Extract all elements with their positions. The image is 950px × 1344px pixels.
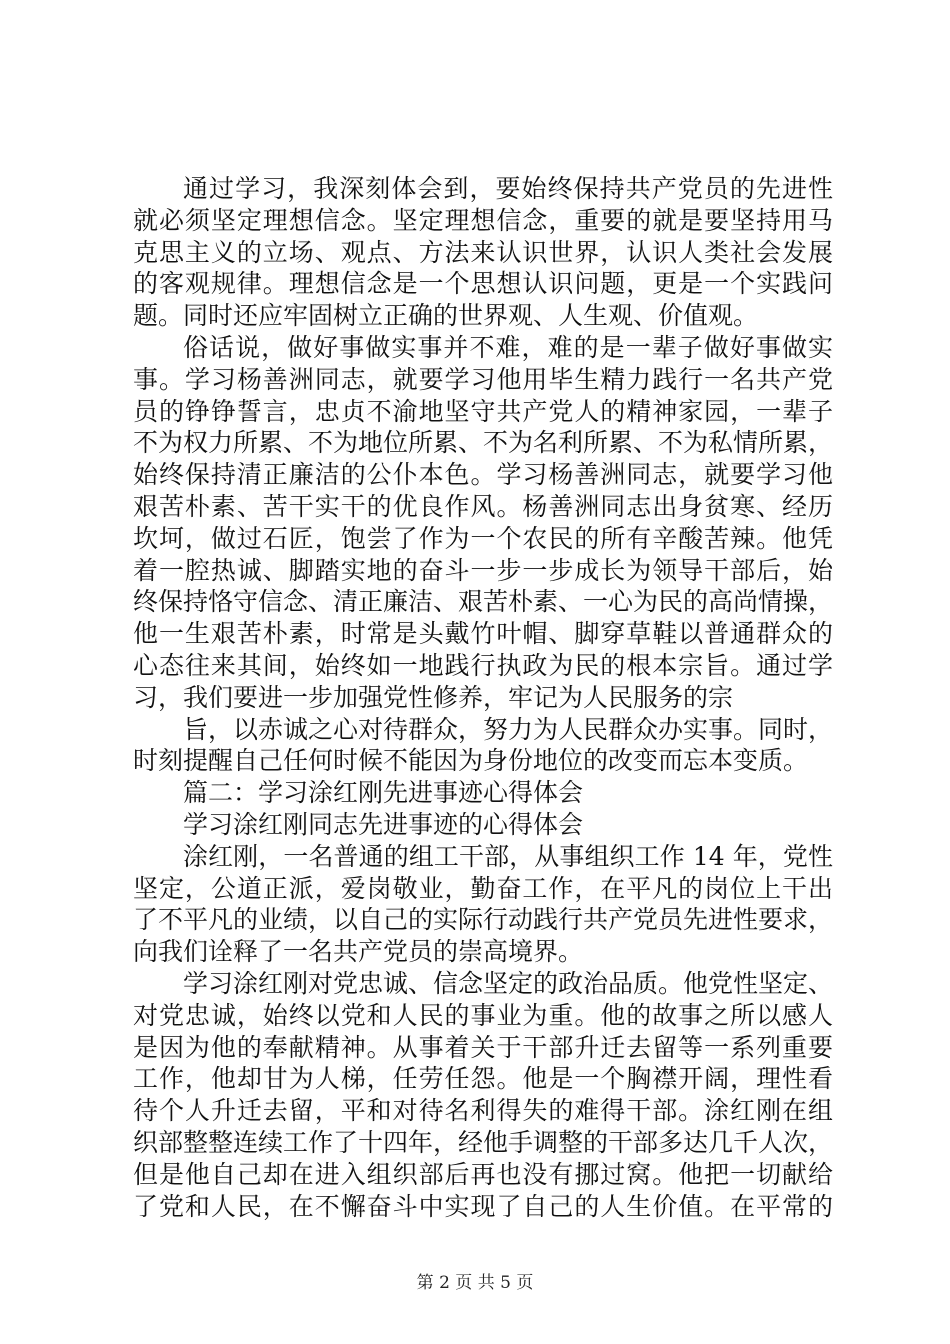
paragraph-line: 时刻提醒自己任何时候不能因为身份地位的改变而忘本变质。 (133, 746, 809, 776)
paragraph-line: 员的铮铮誓言，忠贞不渝地坚守共产党人的精神家园，一辈子 (133, 396, 833, 426)
article-title: 学习涂红刚同志先进事迹的心得体会 (183, 809, 584, 839)
paragraph-line: 的客观规律。理想信念是一个思想认识问题，更是一个实践问 (133, 269, 833, 299)
paragraph-line: 通过学习，我深刻体会到，要始终保持共产党员的先进性 (183, 174, 833, 203)
paragraph-line: 就必须坚定理想信念。坚定理想信念，重要的就是要坚持用马 (133, 205, 833, 235)
paragraph-line: 涂红刚，一名普通的组工干部，从事组织工作 14 年，党性 (183, 841, 833, 871)
paragraph-line: 终保持恪守信念、清正廉洁、艰苦朴素、一心为民的高尚情操， (133, 587, 834, 617)
page-footer (0, 1268, 950, 1293)
paragraph-line: 了不平凡的业绩，以自己的实际行动践行共产党员先进性要求， (133, 905, 834, 935)
paragraph-line: 织部整整连续工作了十四年，经他手调整的干部多达几千人次， (133, 1127, 834, 1157)
section-heading: 篇二：学习涂红刚先进事迹心得体会 (183, 778, 584, 808)
paragraph-line: 事。学习杨善洲同志，就要学习他用毕生精力践行一名共产党 (133, 364, 833, 394)
paragraph-line: 坚定，公道正派，爱岗敬业，勤奋工作，在平凡的岗位上干出 (133, 873, 833, 903)
page-number: 第 2 页 共 5 页 (416, 1273, 534, 1293)
paragraph-line: 但是他自己却在进入组织部后再也没有挪过窝。他把一切献给 (133, 1159, 833, 1189)
paragraph-line: 克思主义的立场、观点、方法来认识世界，认识人类社会发展 (133, 237, 833, 267)
paragraph-line: 艰苦朴素、苦干实干的优良作风。杨善洲同志出身贫寒、经历 (133, 491, 833, 521)
paragraph-line: 学习涂红刚对党忠诚、信念坚定的政治品质。他党性坚定、 (183, 968, 834, 998)
paragraph-line: 坎坷，做过石匠，饱尝了作为一个农民的所有辛酸苦辣。他凭 (133, 523, 833, 553)
paragraph-line: 始终保持清正廉洁的公仆本色。学习杨善洲同志，就要学习他 (133, 460, 833, 490)
paragraph-line: 心态往来其间，始终如一地践行执政为民的根本宗旨。通过学 (133, 650, 833, 680)
paragraph-line: 旨，以赤诚之心对待群众，努力为人民群众办实事。同时， (183, 714, 834, 744)
paragraph-line: 待个人升迁去留，平和对待名利得失的难得干部。涂红刚在组 (133, 1096, 833, 1126)
paragraph-line: 他一生艰苦朴素，时常是头戴竹叶帽、脚穿草鞋以普通群众的 (133, 619, 833, 649)
paragraph-line: 了党和人民，在不懈奋斗中实现了自己的人生价值。在平常的 (133, 1191, 833, 1221)
paragraph-line: 不为权力所累、不为地位所累、不为名利所累、不为私情所累， (133, 428, 834, 458)
paragraph-line: 对党忠诚，始终以党和人民的事业为重。他的故事之所以感人 (133, 1000, 833, 1030)
paragraph-line: 习，我们要进一步加强党性修养，牢记为人民服务的宗 (133, 682, 734, 712)
paragraph-line: 俗话说，做好事做实事并不难，难的是一辈子做好事做实 (183, 332, 833, 362)
paragraph-line: 着一腔热诚、脚踏实地的奋斗一步一步成长为领导干部后，始 (133, 555, 833, 585)
paragraph-line: 题。同时还应牢固树立正确的世界观、人生观、价值观。 (133, 301, 759, 331)
paragraph-line: 工作，他却甘为人梯，任劳任怨。他是一个胸襟开阔，理性看 (133, 1064, 833, 1094)
paragraph-line: 向我们诠释了一名共产党员的崇高境界。 (133, 937, 584, 967)
paragraph-line: 是因为他的奉献精神。从事着关于干部升迁去留等一系列重要 (133, 1032, 833, 1062)
document-body (133, 173, 833, 1222)
